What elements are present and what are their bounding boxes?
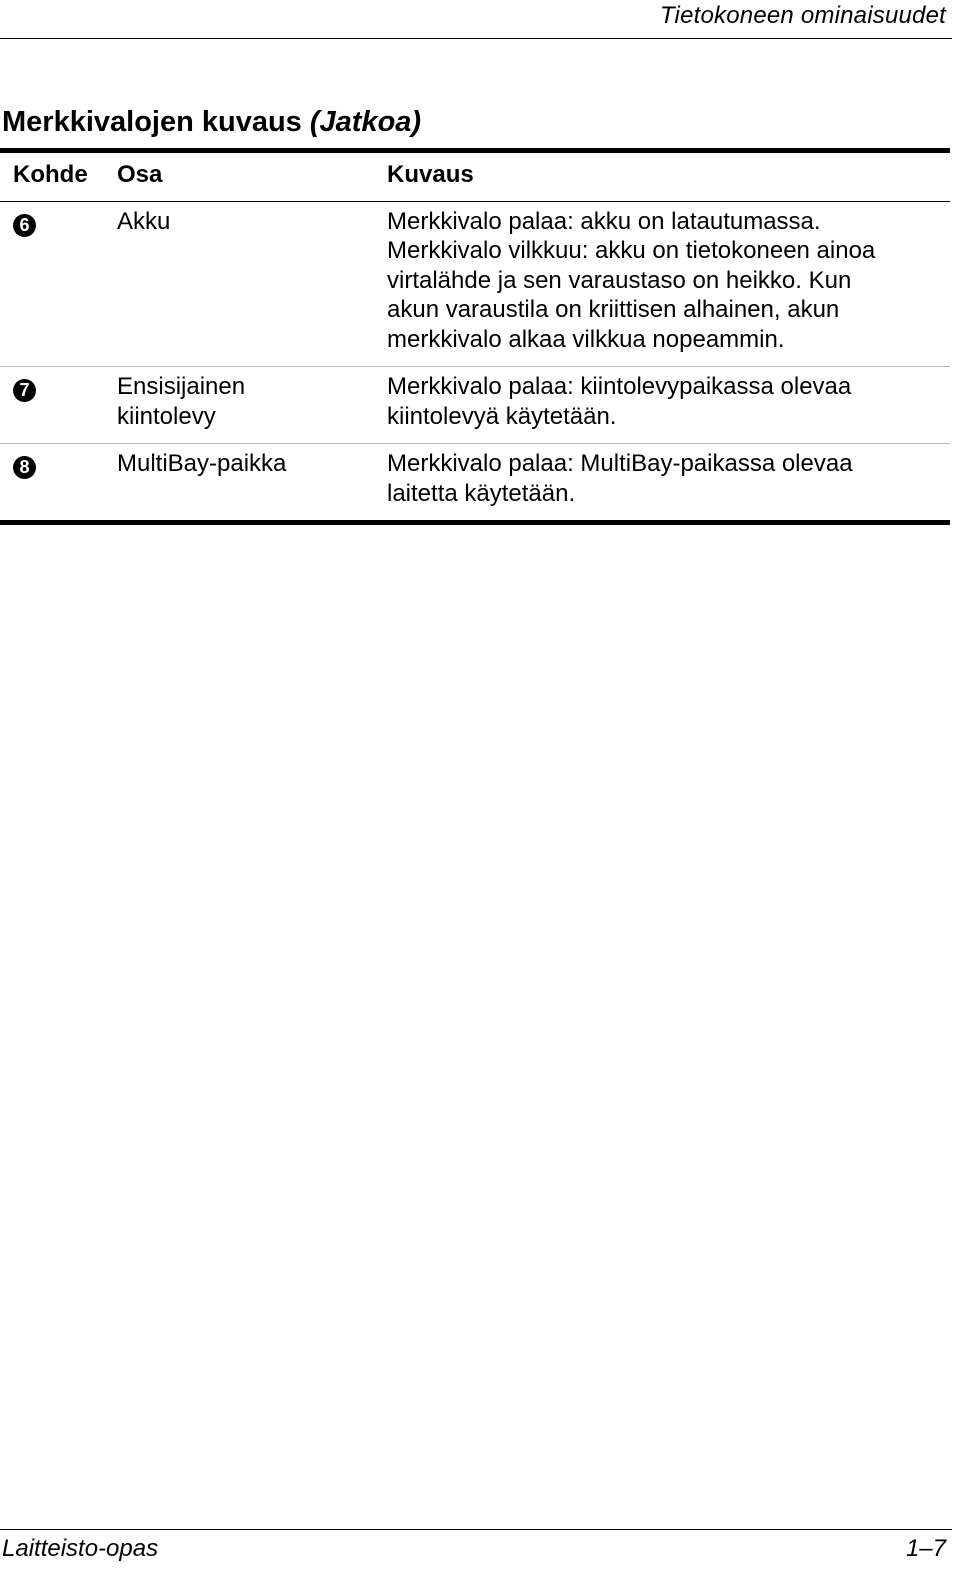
part-text: Ensisijainen [117, 373, 246, 400]
description-cell [387, 367, 950, 444]
part-text: kiintolevy [117, 402, 216, 430]
table-title-continued: (Jatkoa) [309, 106, 422, 138]
table-header-row [0, 151, 950, 202]
table-row [0, 367, 950, 444]
part-cell [117, 444, 387, 523]
running-header: Tietokoneen ominaisuudet [659, 2, 946, 29]
table-title [2, 106, 421, 139]
description-line: merkkivalo alkaa vilkkua nopeammin. [387, 325, 785, 353]
description-line: Merkkivalo vilkkuu: akku on tietokoneen ainoa [387, 237, 876, 264]
table-row [0, 444, 950, 523]
description-line: Merkkivalo palaa: MultiBay-paikassa olevaa [387, 450, 853, 477]
description-line: Merkkivalo palaa: akku on latautumassa. [387, 207, 821, 235]
item-cell [0, 444, 117, 523]
item-number-badge: 8 [13, 456, 36, 479]
description-line: kiintolevyä käytetään. [387, 402, 617, 430]
part-cell [117, 367, 387, 444]
item-cell [0, 367, 117, 444]
part-text: MultiBay-paikka [117, 450, 287, 477]
table-title-text: Merkkivalojen kuvaus [2, 106, 302, 138]
item-number-badge: 7 [13, 379, 36, 402]
description-cell [387, 444, 950, 523]
part-text: Akku [117, 207, 171, 235]
footer-guide-title: Laitteisto-opas [2, 1535, 159, 1562]
description-line: akun varaustila on kriittisen alhainen, akun [387, 296, 840, 323]
part-cell [117, 201, 387, 367]
column-header-description: Kuvaus [387, 161, 474, 188]
description-line: Merkkivalo palaa: kiintolevypaikassa olevaa [387, 373, 852, 400]
footer-rule [0, 1529, 952, 1530]
header-rule [0, 38, 952, 39]
column-header-item: Kohde [13, 161, 88, 188]
column-header-part: Osa [117, 161, 163, 188]
item-cell [0, 201, 117, 367]
indicator-table [0, 148, 950, 525]
description-cell [387, 201, 950, 367]
item-number-badge: 6 [13, 214, 36, 237]
page-number: 1–7 [905, 1535, 946, 1562]
description-line: laitetta käytetään. [387, 479, 576, 507]
table-row [0, 201, 950, 367]
description-line: virtalähde ja sen varaustaso on heikko. Kun [387, 266, 852, 294]
